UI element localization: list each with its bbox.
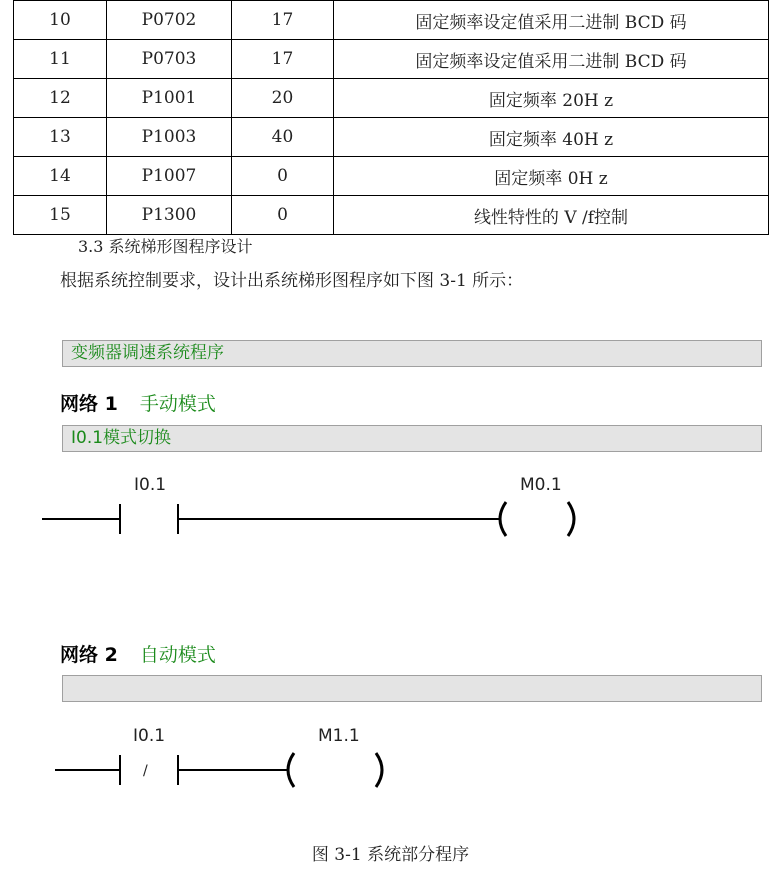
network-1-comment-bar: I0.1模式切换: [62, 425, 762, 452]
coil-right-arc: [376, 753, 382, 787]
coil-address-label: M1.1: [318, 726, 360, 746]
figure-caption: 图 3-1 系统部分程序: [311, 845, 470, 865]
table-cell: 14: [14, 157, 107, 196]
table-cell: 固定频率 0H z: [334, 157, 769, 196]
table-cell: 15: [14, 196, 107, 235]
table-cell: 20: [232, 79, 334, 118]
table-cell: 13: [14, 118, 107, 157]
table-cell: P1001: [107, 79, 232, 118]
table-cell: 0: [232, 196, 334, 235]
table-cell: P1300: [107, 196, 232, 235]
table-cell: 17: [232, 40, 334, 79]
section-heading: 3.3 系统梯形图程序设计: [78, 237, 253, 256]
table-cell: 固定频率设定值采用二进制 BCD 码: [334, 1, 769, 40]
table-cell: 固定频率 40H z: [334, 118, 769, 157]
coil-right-arc: [568, 502, 574, 536]
coil-left-arc: [500, 502, 506, 536]
table-cell: 40: [232, 118, 334, 157]
table-cell: 17: [232, 1, 334, 40]
network-1-label: 网络 1: [60, 393, 118, 415]
normally-closed-slash: /: [143, 763, 148, 779]
contact-address-label: I0.1: [133, 726, 166, 746]
network-2-label: 网络 2: [60, 644, 118, 666]
table-cell: 固定频率设定值采用二进制 BCD 码: [334, 40, 769, 79]
table-cell: P1007: [107, 157, 232, 196]
table-cell: 0: [232, 157, 334, 196]
network-1-title: 手动模式: [139, 393, 216, 415]
network-2-title: 自动模式: [139, 644, 216, 666]
network-2-rung: [55, 753, 382, 787]
table-cell: P1003: [107, 118, 232, 157]
table-cell: 12: [14, 79, 107, 118]
coil-address-label: M0.1: [520, 475, 562, 495]
table-cell: 线性特性的 V /f控制: [334, 196, 769, 235]
table-cell: 11: [14, 40, 107, 79]
contact-address-label: I0.1: [134, 475, 167, 495]
intro-paragraph: 根据系统控制要求，设计出系统梯形图程序如下图 3-1 所示：: [60, 271, 524, 291]
program-title-bar: 变频器调速系统程序: [62, 340, 762, 367]
table-cell: P0703: [107, 40, 232, 79]
table-cell: 10: [14, 1, 107, 40]
table-cell: P0702: [107, 1, 232, 40]
network-1-rung: [42, 502, 574, 536]
coil-left-arc: [288, 753, 294, 787]
table-cell: 固定频率 20H z: [334, 79, 769, 118]
